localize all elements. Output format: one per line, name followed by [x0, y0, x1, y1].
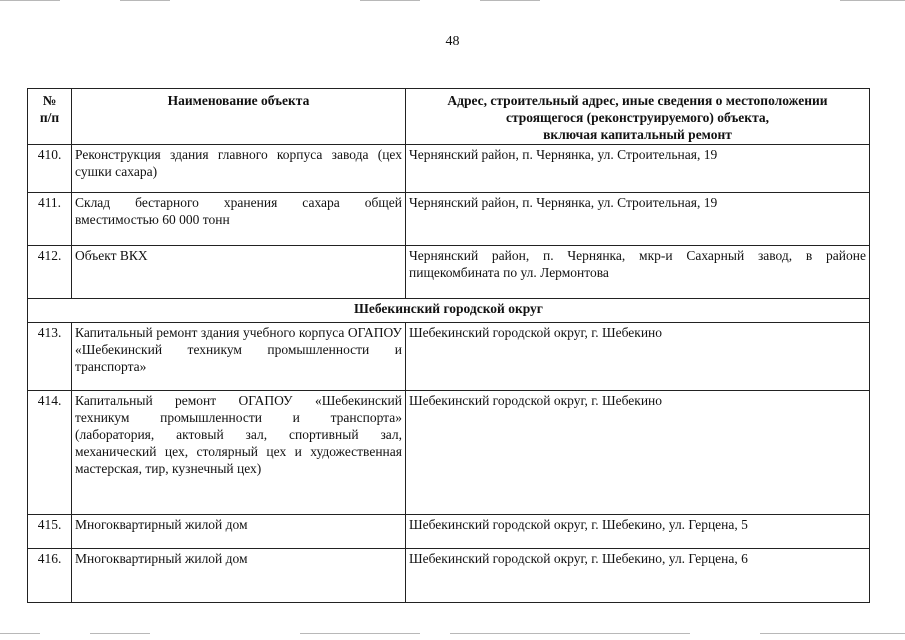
objects-table	[27, 88, 870, 603]
section-title: Шебекинский городской округ	[28, 299, 870, 323]
row-object-name: Многоквартирный жилой дом	[72, 515, 406, 549]
table-row	[28, 323, 870, 391]
table-row	[28, 515, 870, 549]
scan-edge-line	[450, 633, 690, 634]
scan-edge-line	[90, 633, 150, 634]
row-address: Чернянский район, п. Чернянка, ул. Строительная, 19	[406, 145, 870, 193]
header-address	[406, 89, 870, 145]
scan-edge-line	[840, 0, 905, 1]
section-row	[28, 299, 870, 323]
table-row	[28, 145, 870, 193]
scan-edge-line	[0, 0, 60, 1]
scan-edge-line	[300, 633, 420, 634]
row-object-name: Многоквартирный жилой дом	[72, 549, 406, 603]
row-address: Чернянский район, п. Чернянка, мкр-и Сахарный завод, в районе пищекомбината по ул. Лермонтова	[406, 246, 870, 299]
row-number: 410.	[28, 145, 72, 193]
scan-edge-line	[360, 0, 420, 1]
header-address-line2: строящегося (реконструируемого) объекта,	[505, 110, 770, 125]
scan-edge-line	[120, 0, 170, 1]
table-row	[28, 391, 870, 515]
row-object-name: Склад бестарного хранения сахара общей вместимостью 60 000 тонн	[72, 193, 406, 246]
row-number: 415.	[28, 515, 72, 549]
table-row	[28, 246, 870, 299]
row-number: 413.	[28, 323, 72, 391]
row-address: Чернянский район, п. Чернянка, ул. Строительная, 19	[406, 193, 870, 246]
row-object-name: Объект ВКХ	[72, 246, 406, 299]
row-number: 416.	[28, 549, 72, 603]
header-address-line1: Адрес, строительный адрес, иные сведения о местоположении	[447, 93, 828, 108]
scan-edge-line	[760, 633, 905, 634]
scan-edge-line	[0, 633, 40, 634]
header-number	[28, 89, 72, 145]
scan-edge-line	[480, 0, 540, 1]
row-address: Шебекинский городской округ, г. Шебекино, ул. Герцена, 6	[406, 549, 870, 603]
row-number: 411.	[28, 193, 72, 246]
table-row	[28, 549, 870, 603]
row-address: Шебекинский городской округ, г. Шебекино	[406, 323, 870, 391]
row-number: 414.	[28, 391, 72, 515]
header-number-line2: п/п	[39, 110, 60, 125]
table-row	[28, 193, 870, 246]
row-address: Шебекинский городской округ, г. Шебекино, ул. Герцена, 5	[406, 515, 870, 549]
header-number-line1: №	[42, 93, 57, 108]
header-address-line3: включая капитальный ремонт	[543, 127, 732, 142]
row-object-name: Реконструкция здания главного корпуса завода (цех сушки сахара)	[72, 145, 406, 193]
row-number: 412.	[28, 246, 72, 299]
row-address: Шебекинский городской округ, г. Шебекино	[406, 391, 870, 515]
page-number: 48	[445, 34, 460, 49]
row-object-name: Капитальный ремонт здания учебного корпуса ОГАПОУ «Шебекинский техникум промышленности и транспорта»	[72, 323, 406, 391]
header-object-name: Наименование объекта	[72, 89, 406, 145]
row-object-name: Капитальный ремонт ОГАПОУ «Шебекинский техникум промышленности и транспорта» (лаборатория, актовый зал, спортивный зал, механический цех, столярный цех и художественная мастерская, тир, кузнечный цех)	[72, 391, 406, 515]
table-header-row	[28, 89, 870, 145]
